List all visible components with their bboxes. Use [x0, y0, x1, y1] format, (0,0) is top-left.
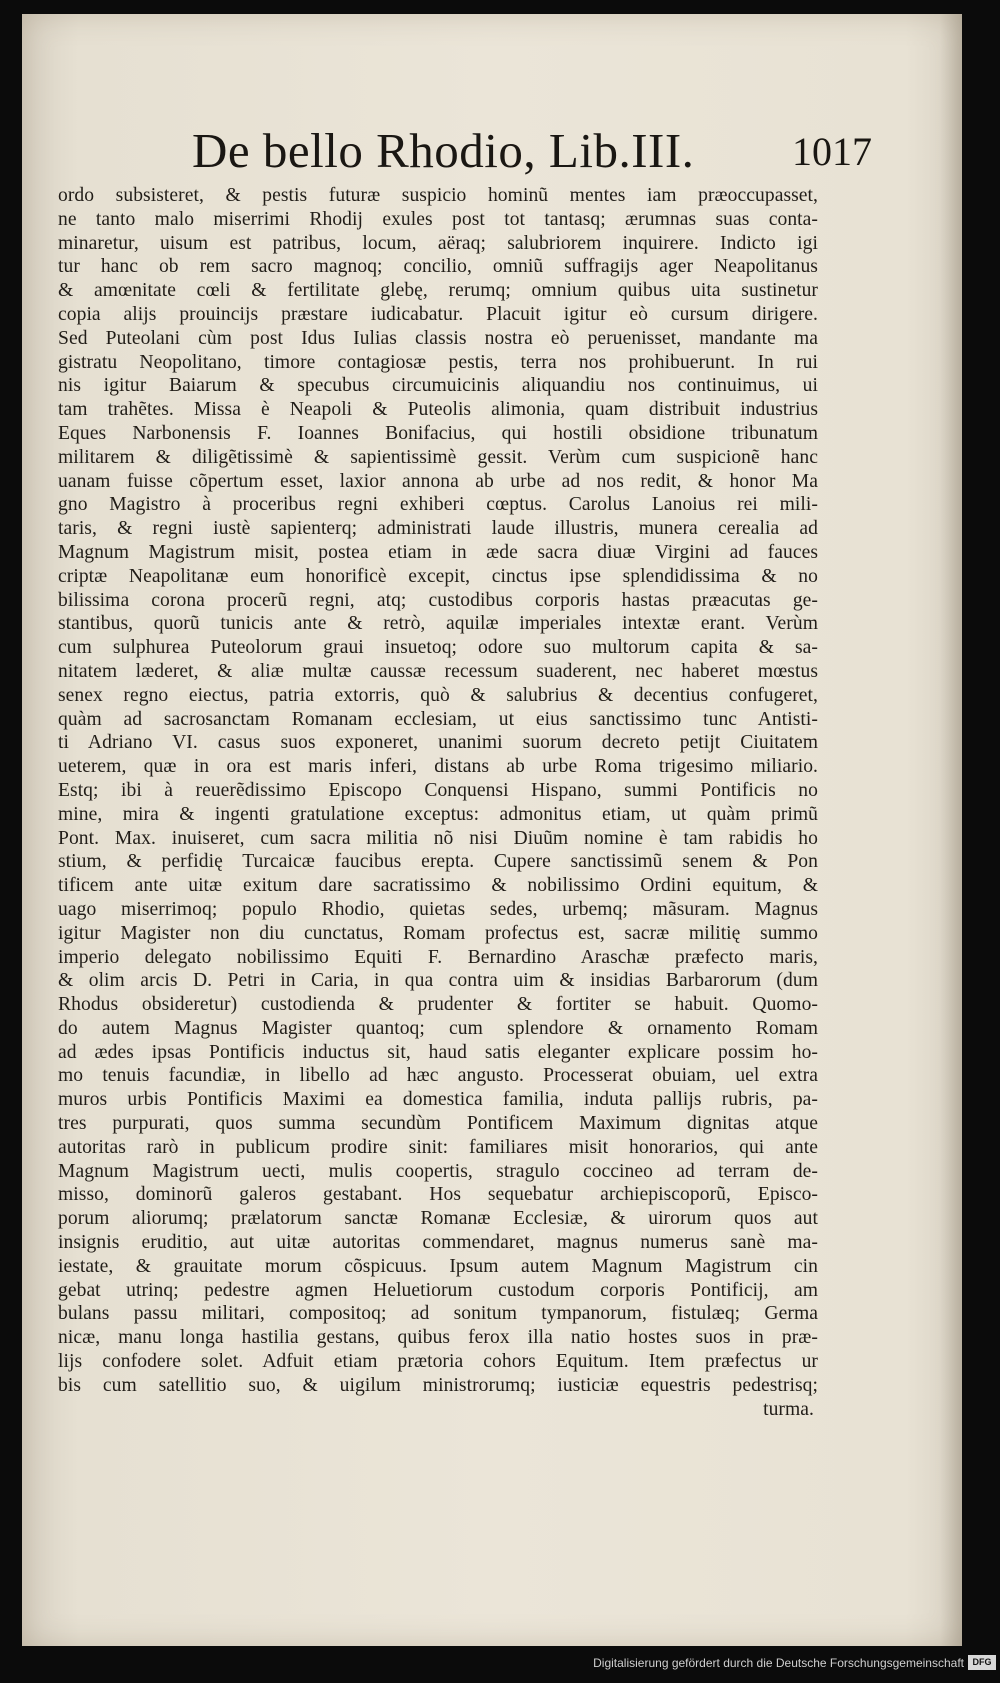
text-line: copia alijs prouincijs præstare iudicabatur. Placuit igitur eò cursum dirigere. — [58, 303, 818, 325]
text-line: uanam fuisse cõpertum esset, laxior annona ab urbe ad nos redit, & honor Ma — [58, 470, 818, 492]
text-line: gistratu Neopolitano, timore contagiosæ pestis, terra nos prohibuerunt. In rui — [58, 351, 818, 373]
text-line: minaretur, uisum est patribus, locum, aëraq; salubriorem inquirere. Indicto igi — [58, 232, 818, 254]
page-number: 1017 — [792, 129, 872, 174]
body-text — [58, 184, 818, 1421]
text-line: Rhodus obsideretur) custodienda & prudenter & fortiter se habuit. Quomo- — [58, 994, 818, 1016]
text-line: stium, & perfidię Turcaicæ faucibus erepta. Cupere sanctissimũ senem & Pon — [58, 851, 818, 873]
text-line: ueterem, quæ in ora est maris inferi, distans ab urbe Roma trigesimo miliario. — [58, 756, 818, 778]
text-line: Estq; ibi à reuerẽdissimo Episcopo Conquensi Hispano, summi Pontificis no — [58, 779, 818, 801]
text-line: quàm ad sacrosanctam Romanam ecclesiam, ut eius sanctissimo tunc Antisti- — [58, 708, 818, 730]
text-line: gno Magistro à proceribus regni exhiberi cœptus. Carolus Lanoius rei mili- — [58, 494, 818, 516]
text-line: tam trahẽtes. Missa è Neapoli & Puteolis alimonia, quam distribuit industrius — [58, 399, 818, 421]
text-line: uago miserrimoq; populo Rhodio, quietas sedes, urbemq; mãsuram. Magnus — [58, 898, 818, 920]
text-line: Magnum Magistrum uecti, mulis coopertis, stragulo coccineo ad terram de- — [58, 1160, 818, 1182]
text-line: bis cum satellitio suo, & uigilum ministrorumq; iusticiæ equestris pedestrisq; — [58, 1374, 818, 1396]
text-line: muros urbis Pontificis Maximi ea domestica familia, induta pallijs rubris, pa- — [58, 1089, 818, 1111]
text-line: iestate, & grauitate morum cõspicuus. Ipsum autem Magnum Magistrum cin — [58, 1255, 818, 1277]
text-line: mine, mira & ingenti gratulatione exceptus: admonitus etiam, ut quàm primũ — [58, 803, 818, 825]
text-line: tres purpurati, quos summa secundùm Pontificem Maximum dignitas atque — [58, 1113, 818, 1135]
text-line: Magnum Magistrum misit, postea etiam in æde sacra diuæ Virgini ad fauces — [58, 541, 818, 563]
running-title: De bello Rhodio, Lib.III. — [192, 123, 695, 178]
text-line: taris, & regni iustè sapienterq; administrati laude illustris, munera cerealia ad — [58, 518, 818, 540]
text-line: imperio delegato nobilissimo Equiti F. Bernardino Araschæ præfecto maris, — [58, 946, 818, 968]
text-line: Sed Puteolani cùm post Idus Iulias classis nostra eò peruenisset, mandante ma — [58, 327, 818, 349]
text-line: & olim arcis D. Petri in Caria, in qua contra uim & insidias Barbarorum (dum — [58, 970, 818, 992]
book-page — [22, 14, 962, 1646]
text-line: tur hanc ob rem sacro magnoq; concilio, omniũ suffragijs ager Neapolitanus — [58, 256, 818, 278]
text-line: militarem & diligẽtissimè & sapientissimè gessit. Verùm cum suspicionẽ hanc — [58, 446, 818, 468]
text-line: nitatem læderet, & aliæ multæ caussæ recessum suaderent, nec haberet mœstus — [58, 660, 818, 682]
text-line: stantibus, quorũ tunicis ante & retrò, aquilæ imperiales intextæ erant. Verùm — [58, 613, 818, 635]
text-line: insignis eruditio, aut uitæ autoritas commendaret, magnus numerus sanè ma- — [58, 1232, 818, 1254]
text-line: autoritas rarò in publicum prodire sinit: familiares misit honorarios, qui ante — [58, 1136, 818, 1158]
text-line: igitur Magister non diu cunctatus, Romam profectus est, sacræ militię summo — [58, 922, 818, 944]
text-line: bilissima corona procerũ regni, atq; custodibus corporis hastas præacutas ge- — [58, 589, 818, 611]
text-line: mo tenuis facundiæ, in libello ad hæc angusto. Processerat obuiam, uel extra — [58, 1065, 818, 1087]
text-line: ordo subsisteret, & pestis futuræ suspicio hominũ mentes iam præoccupasset, — [58, 185, 818, 206]
text-line: Eques Narbonensis F. Ioannes Bonifacius, qui hostili obsidione tribunatum — [58, 422, 818, 444]
text-line: nicæ, manu longa hastilia gestans, quibus ferox illa natio hostes suos in præ- — [58, 1327, 818, 1349]
text-line: Pont. Max. inuiseret, cum sacra militia nõ nisi Diuũm nomine è tam rabidis ho — [58, 827, 818, 849]
text-line: turma. — [763, 1398, 814, 1420]
text-line: & amœnitate cœli & fertilitate glebę, rerumq; omnium quibus uita sustinetur — [58, 280, 818, 302]
text-line: porum aliorumq; prælatorum sanctæ Romanæ Ecclesiæ, & uirorum quos aut — [58, 1208, 818, 1230]
text-line: ne tanto malo miserrimi Rhodij exules post tot tantasq; ærumnas suas conta- — [58, 208, 818, 230]
text-line: criptæ Neapolitanæ eum honorificè excepit, cinctus ipse splendidissima & no — [58, 565, 818, 587]
text-line: cum sulphurea Puteolorum graui insuetoq; odore suo multorum capita & sa- — [58, 637, 818, 659]
page-header — [172, 122, 872, 184]
text-line: nis igitur Baiarum & specubus circumuicinis aliquandiu nos continuimus, ui — [58, 375, 818, 397]
dfg-logo: DFG — [968, 1655, 996, 1670]
text-line: gebat utrinq; pedestre agmen Heluetiorum custodum corporis Pontificij, am — [58, 1279, 818, 1301]
text-line: ad ædes ipsas Pontificis inductus sit, haud satis eleganter explicare possim ho- — [58, 1041, 818, 1063]
text-line: misso, dominorũ galeros gestabant. Hos sequebatur archiepiscoporũ, Episco- — [58, 1184, 818, 1206]
text-line: lijs confodere solet. Adfuit etiam prætoria cohors Equitum. Item præfectus ur — [58, 1351, 818, 1373]
text-line: senex regno eiectus, patria extorris, quò & salubrius & decentius confugeret, — [58, 684, 818, 706]
text-line: bulans passu militari, compositoq; ad sonitum tympanorum, fistulæq; Germa — [58, 1303, 818, 1325]
text-line: tificem ante uitæ exitum dare sacratissimo & nobilissimo Ordini equitum, & — [58, 875, 818, 897]
text-line: ti Adriano VI. casus suos exponeret, unanimi suorum decreto petijt Ciuitatem — [58, 732, 818, 754]
text-line: do autem Magnus Magister quantoq; cum splendore & ornamento Romam — [58, 1017, 818, 1039]
digitization-note: Digitalisierung gefördert durch die Deutsche Forschungsgemeinschaft — [593, 1656, 964, 1670]
